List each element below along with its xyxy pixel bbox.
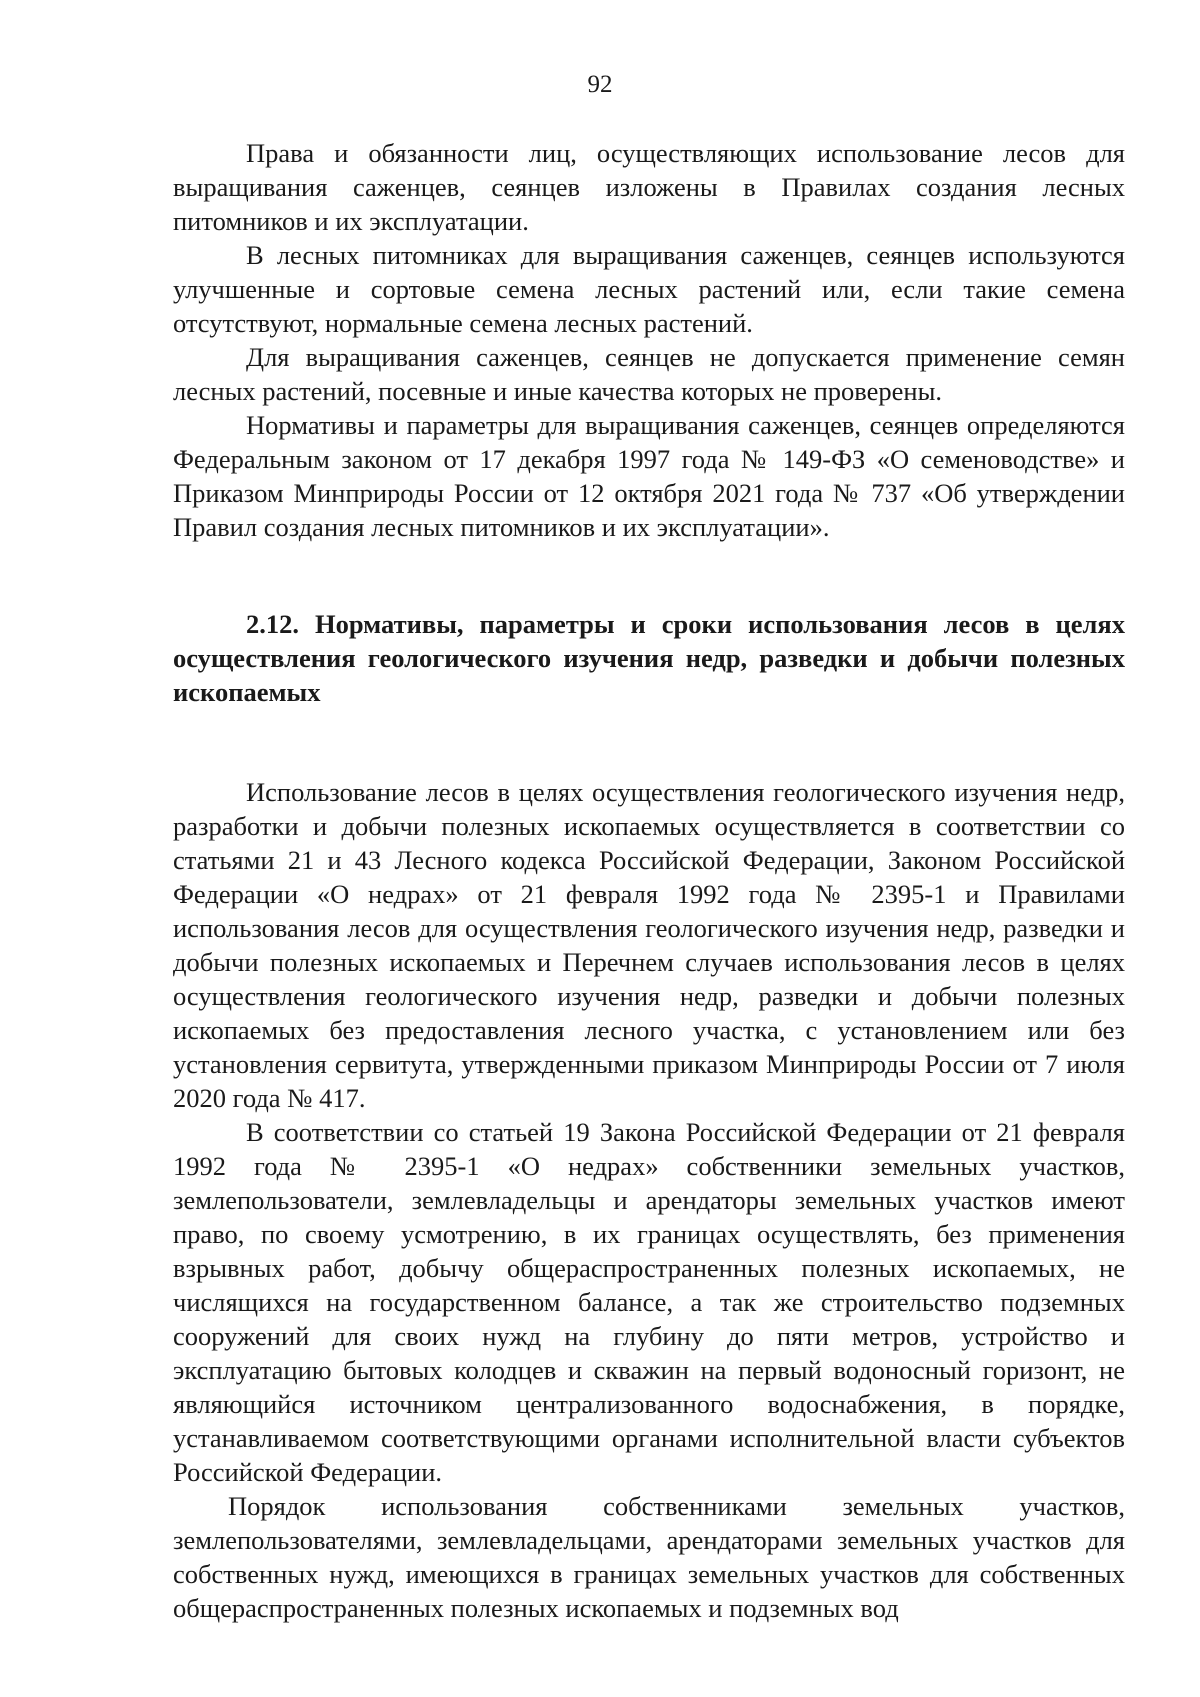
page-number: 92 [587,71,613,98]
paragraph: Для выращивания саженцев, сеянцев не допускается применение семян лесных растений, посевные и иные качества которых не проверены. [173,342,1125,406]
paragraph: Нормативы и параметры для выращивания саженцев, сеянцев определяются Федеральным законом от 17 декабря 1997 года № 149-ФЗ «О семеноводстве» и Приказом Минприроды России от 12 октября 2021 года № 737 «Об утверждении Правил создания лесных питомников и их эксплуатации». [173,410,1125,542]
spacer [173,709,1125,775]
paragraph: Порядок использования собственниками земельных участков, землепользователями, землевладельцами, арендаторами земельных участков для собственных нужд, имеющихся в границах земельных участков для собственных общераспространенных полезных ископаемых и подземных вод [173,1491,1125,1623]
paragraph: Права и обязанности лиц, осуществляющих использование лесов для выращивания саженцев, сеянцев изложены в Правилах создания лесных питомников и их эксплуатации. [173,138,1125,236]
paragraph: В соответствии со статьей 19 Закона Российской Федерации от 21 февраля 1992 года № 2395-1 «О недрах» собственники земельных участков, землепользователи, землевладельцы и арендаторы земельных участков имеют право, по своему усмотрению, в их границах осуществлять, без применения взрывных работ, добычу общераспространенных полезных ископаемых, не числящихся на государственном балансе, а так же строительство подземных сооружений для своих нужд на глубину до пяти метров, устройство и эксплуатацию бытовых колодцев и скважин на первый водоносный горизонт, не являющийся источником централизованного водоснабжения, в порядке, устанавливаемом соответствующими органами исполнительной власти субъектов Российской Федерации. [173,1117,1125,1487]
section-heading: 2.12. Нормативы, параметры и сроки использования лесов в целях осуществления геологического изучения недр, разведки и добычи полезных ископаемых [173,609,1125,707]
paragraph: В лесных питомниках для выращивания саженцев, сеянцев используются улучшенные и сортовые семена лесных растений или, если такие семена отсутствуют, нормальные семена лесных растений. [173,240,1125,338]
spacer [173,544,1125,607]
page-content [173,136,1125,1625]
paragraph: Использование лесов в целях осуществления геологического изучения недр, разработки и добычи полезных ископаемых осуществляется в соответствии со статьями 21 и 43 Лесного кодекса Российской Федерации, Законом Российской Федерации «О недрах» от 21 февраля 1992 года № 2395-1 и Правилами использования лесов для осуществления геологического изучения недр, разведки и добычи полезных ископаемых и Перечнем случаев использования лесов в целях осуществления геологического изучения недр, разведки и добычи полезных ископаемых без предоставления лесного участка, с установлением или без установления сервитута, утвержденными приказом Минприроды России от 7 июля 2020 года № 417. [173,777,1125,1113]
